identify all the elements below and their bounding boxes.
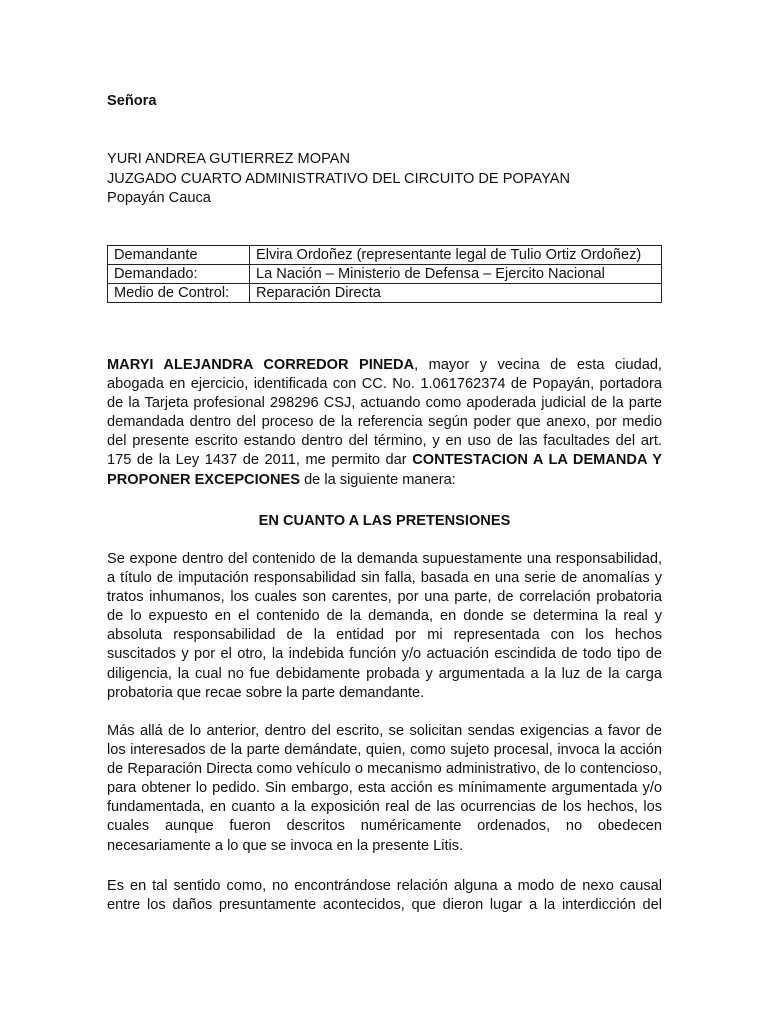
recipient-name: YURI ANDREA GUTIERREZ MOPAN [107, 151, 350, 167]
recipient-court: JUZGADO CUARTO ADMINISTRATIVO DEL CIRCUITO DE POPAYAN [107, 170, 571, 187]
recipient-city: Popayán Cauca [107, 190, 211, 206]
party-value: La Nación – Ministerio de Defensa – Ejercito Nacional [250, 265, 662, 284]
recipient-block [107, 150, 570, 209]
party-value: Elvira Ordoñez (representante legal de Tulio Ortiz Ordoñez) [250, 246, 662, 265]
table-row [108, 246, 662, 265]
party-label: Demandante [108, 246, 250, 265]
intro-text-end: de la siguiente manera: [300, 471, 456, 488]
section-heading: EN CUANTO A LAS PRETENSIONES [258, 513, 511, 529]
table-row [108, 284, 662, 303]
party-value: Reparación Directa [250, 284, 662, 303]
salutation: Señora [107, 93, 157, 109]
party-label: Medio de Control: [108, 284, 250, 303]
paragraph: Se expone dentro del contenido de la demanda supuestamente una responsabilidad, a título de imputación responsabilidad sin falla, basada en una serie de anomalías y tratos inhumanos, los cuales son carentes, por una parte, de correlación probatoria de lo expuesto en el contenido de la demanda, en donde se determina la real y absoluta responsabilidad de la entidad por mi representada con los hechos suscitados y por el otro, la indebida función y/o actuación escindida de todo tipo de diligencia, la cual no fue debidamente probada y argumentada a la luz de la carga probatoria que recae sobre la parte demandante. [107, 551, 662, 701]
intro-paragraph [107, 356, 662, 490]
table-row [108, 265, 662, 284]
action-text: CONTESTACION A LA DEMANDA Y PROPONER EXCEPCIONES [107, 452, 662, 488]
author-name: MARYI ALEJANDRA CORREDOR PINEDA [107, 357, 415, 373]
paragraph: Más allá de lo anterior, dentro del escrito, se solicitan sendas exigencias a favor de los interesados de la parte demándate, quien, como sujeto procesal, invoca la acción de Reparación Directa como vehículo o mecanismo administrativo, de lo contencioso, para obtener lo pedido. Sin embargo, esta acción es mínimamente argumentada y/o fundamentada, en cuanto a la exposición real de las ocurrencias de los hechos, los cuales aunque fueron descritos numéricamente ordenados, no obedecen necesariamente a lo que se invoca en la presente Litis. [107, 723, 662, 854]
parties-table [107, 245, 662, 303]
paragraph: Es en tal sentido como, no encontrándose relación alguna a modo de nexo causal entre los daños presuntamente acontecidos, que dieron lugar a la interdicción del [107, 878, 662, 914]
party-label: Demandado: [108, 265, 250, 284]
intro-text: , mayor y vecina de esta ciudad, abogada en ejercicio, identificada con CC. No. 1.061762374 de Popayán, portadora de la Tarjeta profesional 298296 CSJ, actuando como apoderada judicial de la parte demandada dentro del proceso de la referencia según poder que anexo, por medio del presente escrito estando dentro del término, y en uso de las facultades del art. 175 de la Ley 1437 de 2011, me permito dar [107, 357, 662, 469]
